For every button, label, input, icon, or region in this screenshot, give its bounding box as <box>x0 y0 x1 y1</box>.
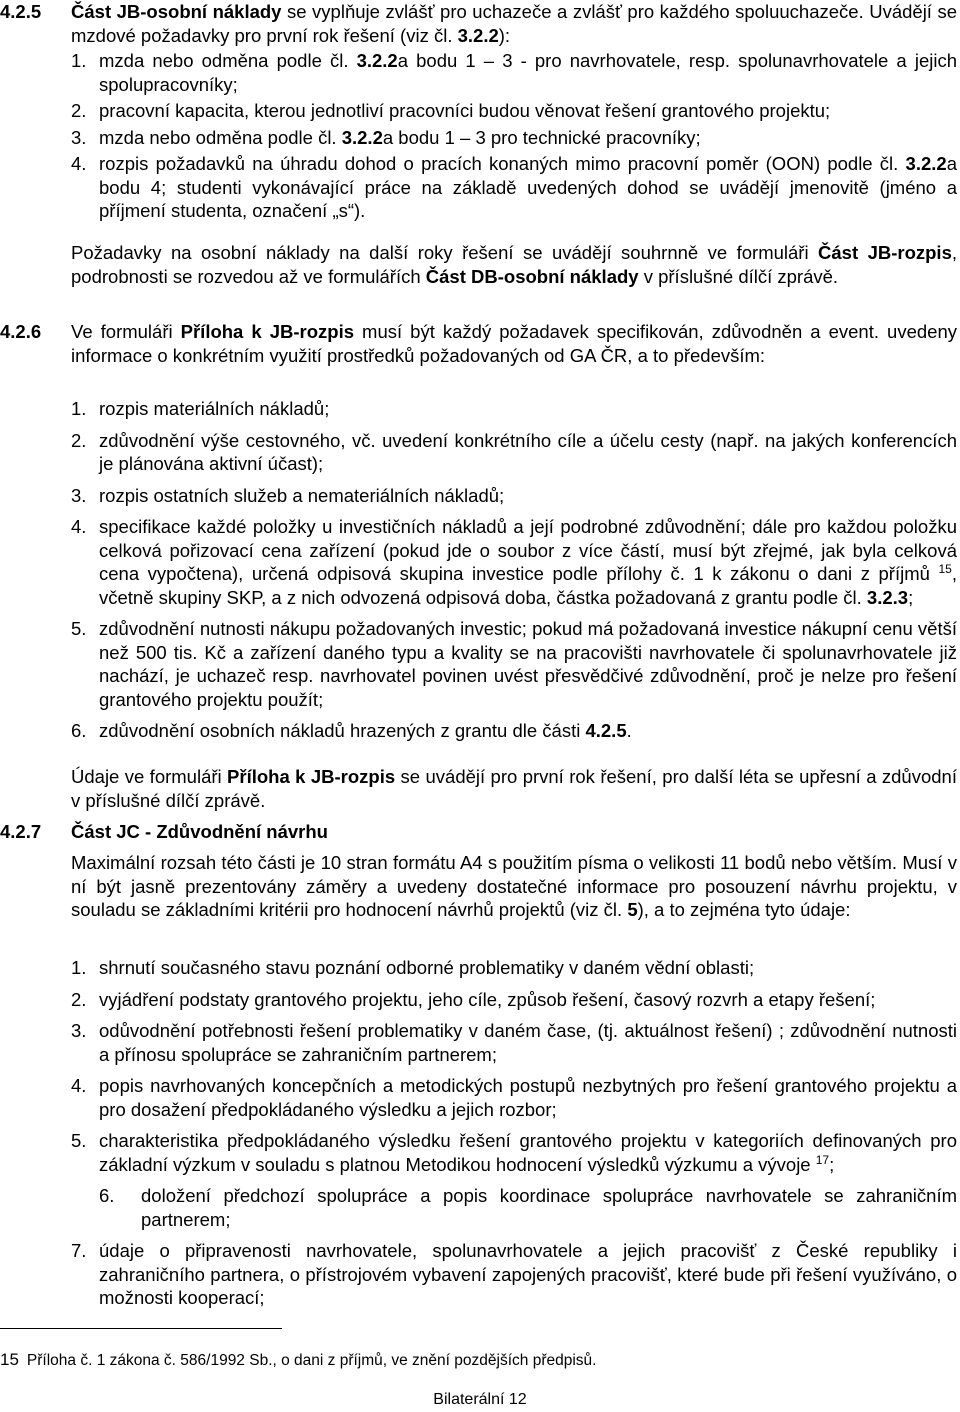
section-number: 4.2.6 <box>0 321 42 342</box>
list-item: 4. rozpis požadavků na úhradu dohod o pracích konaných mimo pracovní poměr (OON) podle čl. 3.2.2a bodu 4; studenti vykonávající práce na základě uvedených dohod se uvádějí jmenovitě (jméno a příjmení studenta, označení „s“). <box>71 153 957 221</box>
list-s425 <box>0 49 960 223</box>
list-item: 5. charakteristika předpokládaného výsledku řešení grantového projektu v kategoriích definovaných pro základní výzkum v souladu s platnou Metodikou hodnocení výsledků výzkumu a vývoje $^{17}$; <box>71 1130 957 1175</box>
section-number: 4.2.7 <box>0 821 42 842</box>
paragraph: Požadavky na osobní náklady na další roky řešení se uvádějí souhrnně ve formuláři Část JB-rozpis, podrobnosti se rozvedou až ve formulářích Část DB-osobní náklady v příslušné dílčí zprávě. <box>71 242 958 287</box>
section-title: Část JB-osobní náklady <box>71 1 282 22</box>
list-s427 <box>0 956 960 1310</box>
section-4-2-6: 4.2.6 Ve formuláři Příloha k JB-rozpis musí být každý požadavek specifikován, zdůvodněn a event. uvedeny informace o konkrétním využití prostředků požadovaných od GA ČR, a to především: <box>0 321 957 366</box>
paragraph: Maximální rozsah této části je 10 stran formátu A4 s použitím písma o velikosti 11 bodů nebo větším. Musí v ní být jasně prezentovány záměry a uvedeny dostatečné informace pro posouzení návrhu projektu, v souladu se základními kritérii pro hodnocení návrhů projektů (viz čl. 5), a to zejména tyto údaje: <box>71 852 957 920</box>
list-item: 3. odůvodnění potřebnosti řešení problematiky v daném čase, (tj. aktuálnost řešení) ; zdůvodnění nutnosti a přínosu spolupráce se zahraničním partnerem; <box>71 1020 957 1065</box>
section-4-2-5 <box>0 0 960 47</box>
list-item: 3. mzda nebo odměna podle čl. 3.2.2a bodu 1 – 3 pro technické pracovníky; <box>71 126 701 148</box>
list-item: 4. specifikace každé položky u investičních nákladů a její podrobné zdůvodnění; dále pro každou položku celková pořizovací cena zařízení (pokud jde o soubor z více částí, musí být zřejmé, jak byla celková cena vypočtena), určená odpisová skupina investice podle přílohy č. 1 k zákonu o dani z příjmů $^{15}$, včetně skupiny SKP, a z nich odvozená odpisová doba, částka požadovaná z grantu podle čl. 3.2.3; <box>71 516 957 608</box>
list-item: 4. popis navrhovaných koncepčních a metodických postupů nezbytných pro řešení grantového projektu a pro dosažení předpokládaného výsledku a jejich rozbor; <box>71 1075 957 1120</box>
section-4-2-7 <box>0 820 960 844</box>
section-intro: Část JB-osobní náklady se vyplňuje zvlášť pro uchazeče a zvlášť pro každého spoluuchazeče. Uvádějí se mzdové požadavky pro první rok řešení (viz čl. 3.2.2): <box>71 1 958 46</box>
paragraph: Údaje ve formuláři Příloha k JB-rozpis se uvádějí pro první rok řešení, pro další léta se upřesní a zdůvodní v příslušné dílčí zprávě. <box>71 766 957 811</box>
list-item: 2. vyjádření podstaty grantového projektu, jeho cíle, způsob řešení, časový rozvrh a etapy řešení; <box>71 988 876 1010</box>
list-item: 1. rozpis materiálních nákladů; <box>71 398 330 419</box>
list-item: 5. zdůvodnění nutnosti nákupu požadovaných investic; pokud má požadovaná investice nákupní cenu větší než 500 tis. Kč a zařízení daného typu a kvality se na pracovišti navrhovatele či spolunavrhovatele již nachází, je uchazeč resp. navrhovatel povinen uvést přesvědčivé zdůvodnění, proč je nelze pro řešení grantového projektu použít; <box>71 618 957 710</box>
footnote-number: 15 <box>0 1350 19 1369</box>
list-item: 2. pracovní kapacita, kterou jednotliví pracovníci budou věnovat řešení grantového projektu; <box>71 100 831 121</box>
list-item: 6. zdůvodnění osobních nákladů hrazených z grantu dle části 4.2.5. <box>71 720 632 741</box>
list-item: 2. zdůvodnění výše cestovného, vč. uvedení konkrétního cíle a účelu cesty (např. na jakých konferencích je plánována aktivní účast); <box>71 429 957 474</box>
footnote <box>0 1348 940 1373</box>
list-item: 1. shrnutí současného stavu poznání odborné problematiky v daném vědní oblasti; <box>71 957 755 978</box>
section-title: Část JC - Zdůvodnění návrhu <box>71 821 328 842</box>
list-s426 <box>0 397 960 743</box>
list-item: 7. údaje o připravenosti navrhovatele, spolunavrhovatele a jejich pracovišť z České republiky i zahraničního partnera, o přístrojovém vybavení zapojených pracovišť, které bude při řešení využíváno, o možnosti kooperací; <box>71 1240 957 1308</box>
list-item: 6. doložení předchozí spolupráce a popis koordinace spolupráce navrhovatele se zahraničním partnerem; <box>99 1185 957 1230</box>
list-item: 1. mzda nebo odměna podle čl. 3.2.2a bodu 1 – 3 - pro navrhovatele, resp. spolunavrhovatele a jejich spolupracovníky; <box>71 50 957 95</box>
section-number: 4.2.5 <box>0 1 42 22</box>
footnote-separator <box>0 1328 282 1329</box>
list-item: 3. rozpis ostatních služeb a nemateriálních nákladů; <box>71 484 505 506</box>
page-footer: Bilaterální 12 <box>433 1391 527 1408</box>
footnote-text: Příloha č. 1 zákona č. 586/1992 Sb., o dani z příjmů, ve znění pozdějších předpisů. <box>26 1352 597 1369</box>
